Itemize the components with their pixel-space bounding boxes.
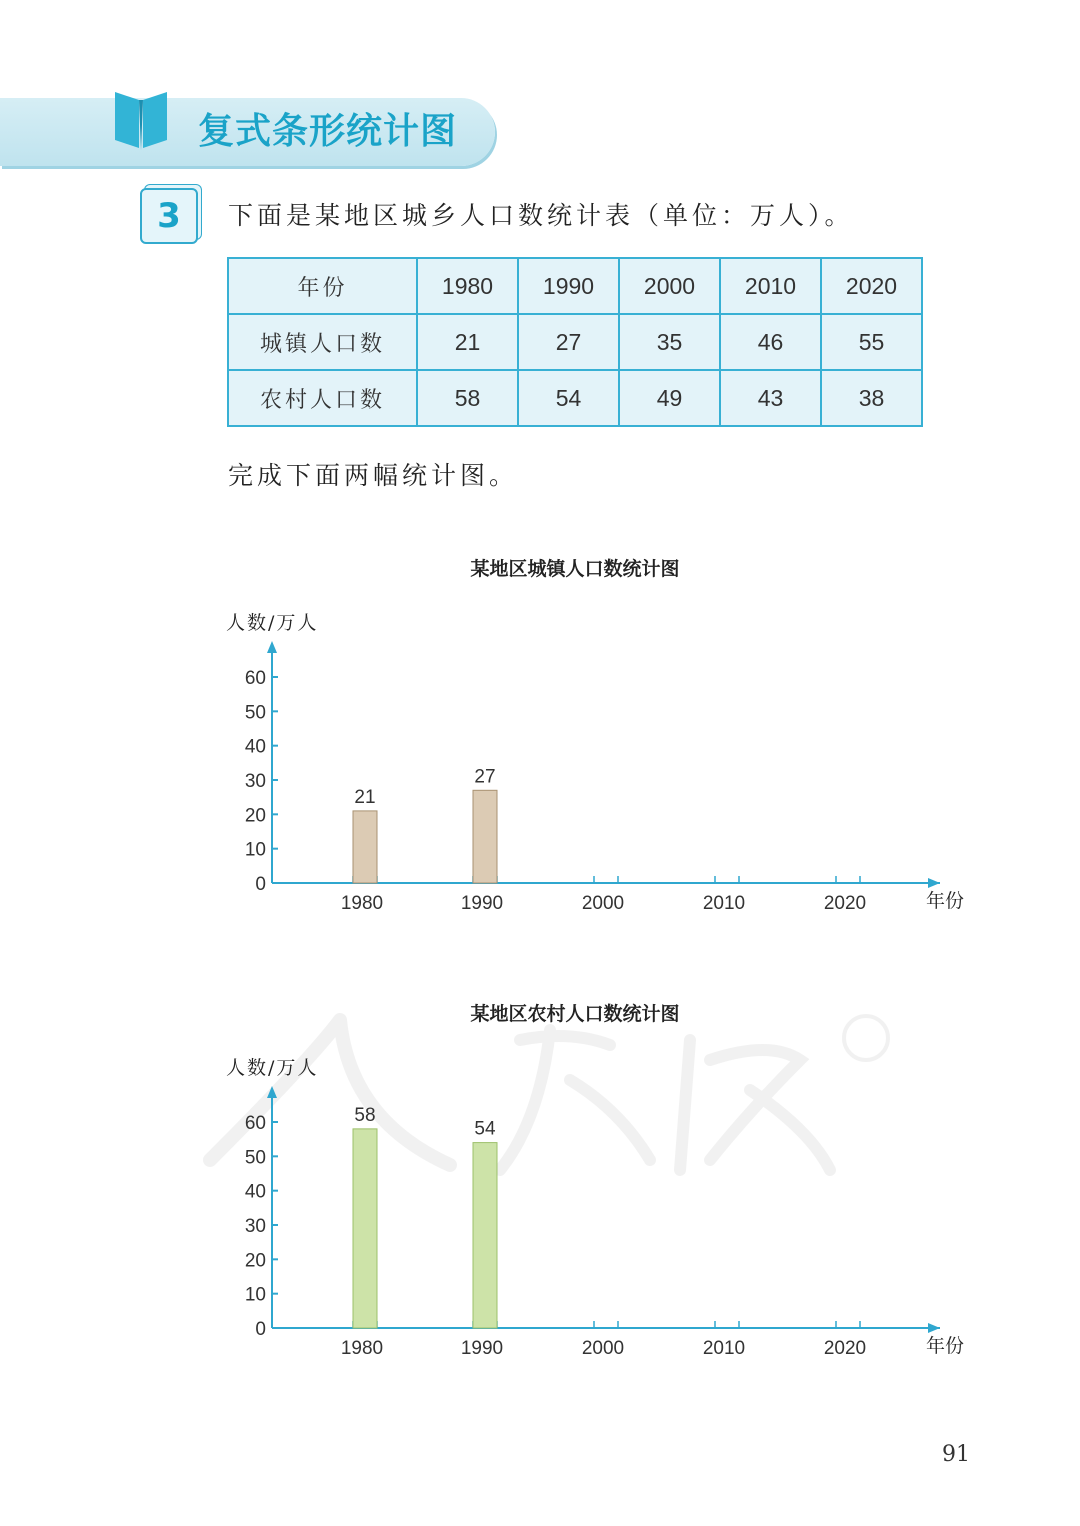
x-axis-label: 年份 <box>926 1335 965 1357</box>
y-axis-arrow-icon <box>267 1086 277 1098</box>
x-tick-label: 2020 <box>823 893 867 914</box>
table-header-label: 年份 <box>228 258 417 314</box>
table-cell: 21 <box>417 314 518 370</box>
table-cell: 27 <box>518 314 619 370</box>
table-row-label: 农村人口数 <box>228 370 417 426</box>
x-tick-label: 1990 <box>460 1338 504 1359</box>
table-cell: 54 <box>518 370 619 426</box>
y-axis-label: 人数/万人 <box>226 1057 319 1079</box>
x-tick-label: 1980 <box>340 893 384 914</box>
table-cell: 49 <box>619 370 720 426</box>
table-header-row <box>228 258 922 314</box>
x-tick-label: 1980 <box>340 1338 384 1359</box>
x-tick-label: 2010 <box>702 893 746 914</box>
table-year: 2000 <box>619 258 720 314</box>
y-tick-label: 30 <box>244 1216 266 1237</box>
question-prompt: 下面是某地区城乡人口数统计表（单位：万人）。 <box>228 201 854 230</box>
table-year: 2010 <box>720 258 821 314</box>
x-axis-arrow-icon <box>928 878 940 888</box>
table-cell: 58 <box>417 370 518 426</box>
page-number: 91 <box>942 1442 970 1467</box>
bar <box>473 1143 497 1328</box>
y-tick-label: 30 <box>244 771 266 792</box>
y-tick-label: 10 <box>244 839 266 861</box>
x-tick-label: 2000 <box>581 1338 625 1359</box>
y-tick-label: 20 <box>244 805 266 827</box>
y-tick-label: 60 <box>244 1113 266 1134</box>
table-cell: 38 <box>821 370 922 426</box>
table-year: 2020 <box>821 258 922 314</box>
x-tick-label: 2010 <box>702 1338 746 1359</box>
table-cell: 43 <box>720 370 821 426</box>
y-tick-label: 40 <box>244 736 266 758</box>
y-tick-label: 0 <box>255 1319 266 1340</box>
population-table <box>227 257 923 427</box>
rural-population-chart <box>0 990 1080 1370</box>
table-row <box>228 314 922 370</box>
chart-title: 某地区农村人口数统计图 <box>470 1003 680 1025</box>
question-number-badge: 3 <box>140 188 198 244</box>
bar <box>353 1129 377 1328</box>
x-tick-label: 2020 <box>823 1338 867 1359</box>
table-year: 1990 <box>518 258 619 314</box>
x-axis-arrow-icon <box>928 1323 940 1333</box>
instruction-text: 完成下面两幅统计图。 <box>228 461 519 490</box>
bar <box>353 811 377 883</box>
table-row-label: 城镇人口数 <box>228 314 417 370</box>
table-cell: 55 <box>821 314 922 370</box>
bar-value-label: 54 <box>474 1118 496 1140</box>
table-year: 1980 <box>417 258 518 314</box>
x-axis-label: 年份 <box>926 890 965 912</box>
y-axis-arrow-icon <box>267 641 277 653</box>
y-tick-label: 40 <box>244 1181 266 1203</box>
section-title: 复式条形统计图 <box>198 111 458 152</box>
bar-value-label: 27 <box>474 766 496 788</box>
urban-population-chart <box>0 545 1080 925</box>
y-axis-label: 人数/万人 <box>226 612 319 634</box>
chart-title: 某地区城镇人口数统计图 <box>470 558 680 580</box>
table-row <box>228 370 922 426</box>
y-tick-label: 0 <box>255 874 266 895</box>
y-tick-label: 20 <box>244 1250 266 1272</box>
bar-value-label: 58 <box>354 1104 376 1126</box>
y-tick-label: 50 <box>244 702 266 724</box>
bar <box>473 790 497 883</box>
y-tick-label: 50 <box>244 1147 266 1169</box>
y-tick-label: 10 <box>244 1284 266 1306</box>
table-cell: 46 <box>720 314 821 370</box>
table-cell: 35 <box>619 314 720 370</box>
bar-value-label: 21 <box>354 786 376 808</box>
book-icon <box>112 86 170 152</box>
y-tick-label: 60 <box>244 668 266 689</box>
x-tick-label: 2000 <box>581 893 625 914</box>
x-tick-label: 1990 <box>460 893 504 914</box>
